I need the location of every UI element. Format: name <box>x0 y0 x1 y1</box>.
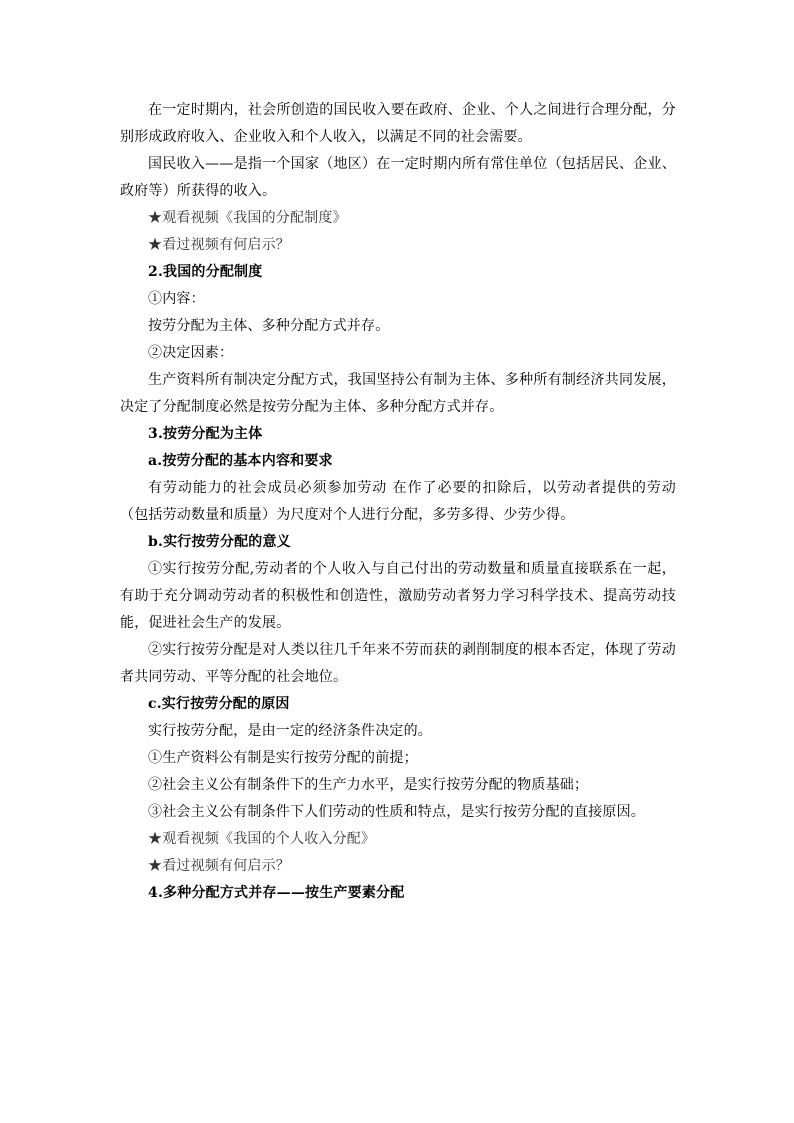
paragraph-significance-1: ①实行按劳分配,劳动者的个人收入与自己付出的劳动数量和质量直接联系在一起，有助于充分调动劳动者的积极性和创造性，激励劳动者努力学习科学技术、提高劳动技能，促进社会生产的发展。 <box>120 561 676 631</box>
video-note-distribution-system: ★观看视频《我国的分配制度》 <box>148 210 347 226</box>
paragraph-determining-factors: 生产资料所有制决定分配方式，我国坚持公有制为主体、多种所有制经济共同发展，决定了分配制度必然是按劳分配为主体、多种分配方式并存。 <box>120 372 676 415</box>
subheading-content: ①内容： <box>148 291 205 307</box>
heading-multiple-distribution-methods: 4.多种分配方式并存——按生产要素分配 <box>148 885 405 901</box>
subheading-significance: b.实行按劳分配的意义 <box>148 534 291 550</box>
paragraph-reason-3: ③社会主义公有制条件下人们劳动的性质和特点，是实行按劳分配的直接原因。 <box>148 804 645 820</box>
subheading-determining-factors: ②决定因素： <box>148 345 234 361</box>
paragraph-national-income-distribution: 在一定时期内，社会所创造的国民收入要在政府、企业、个人之间进行合理分配，分别形成政府收入、企业收入和个人收入，以满足不同的社会需要。 <box>120 102 676 145</box>
heading-distribution-system: 2.我国的分配制度 <box>148 264 263 280</box>
video-question-1: ★看过视频有何启示？ <box>148 237 290 253</box>
paragraph-reason-2: ②社会主义公有制条件下的生产力水平，是实行按劳分配的物质基础； <box>148 777 589 793</box>
paragraph-reason-1: ①生产资料公有制是实行按劳分配的前提； <box>148 750 418 766</box>
paragraph-reasons-intro: 实行按劳分配，是由一定的经济条件决定的。 <box>148 723 432 739</box>
paragraph-content-text: 按劳分配为主体、多种分配方式并存。 <box>148 318 390 334</box>
video-question-2: ★看过视频有何启示？ <box>148 858 290 874</box>
paragraph-national-income-definition: 国民收入——是指一个国家（地区）在一定时期内所有常住单位（包括居民、企业、政府等）所获得的收入。 <box>120 156 676 199</box>
heading-distribution-according-to-work: 3.按劳分配为主体 <box>148 426 263 442</box>
paragraph-basic-content: 有劳动能力的社会成员必须参加劳动 在作了必要的扣除后，以劳动者提供的劳动（包括劳动数量和质量）为尺度对个人进行分配，多劳多得、少劳少得。 <box>120 480 676 523</box>
paragraph-significance-2: ②实行按劳分配是对人类以往几千年来不劳而获的剥削制度的根本否定，体现了劳动者共同劳动、平等分配的社会地位。 <box>120 642 676 685</box>
subheading-basic-content: a.按劳分配的基本内容和要求 <box>148 453 333 469</box>
video-note-personal-income: ★观看视频《我国的个人收入分配》 <box>148 831 376 847</box>
subheading-reasons: c.实行按劳分配的原因 <box>148 696 290 712</box>
document-page <box>120 97 676 907</box>
